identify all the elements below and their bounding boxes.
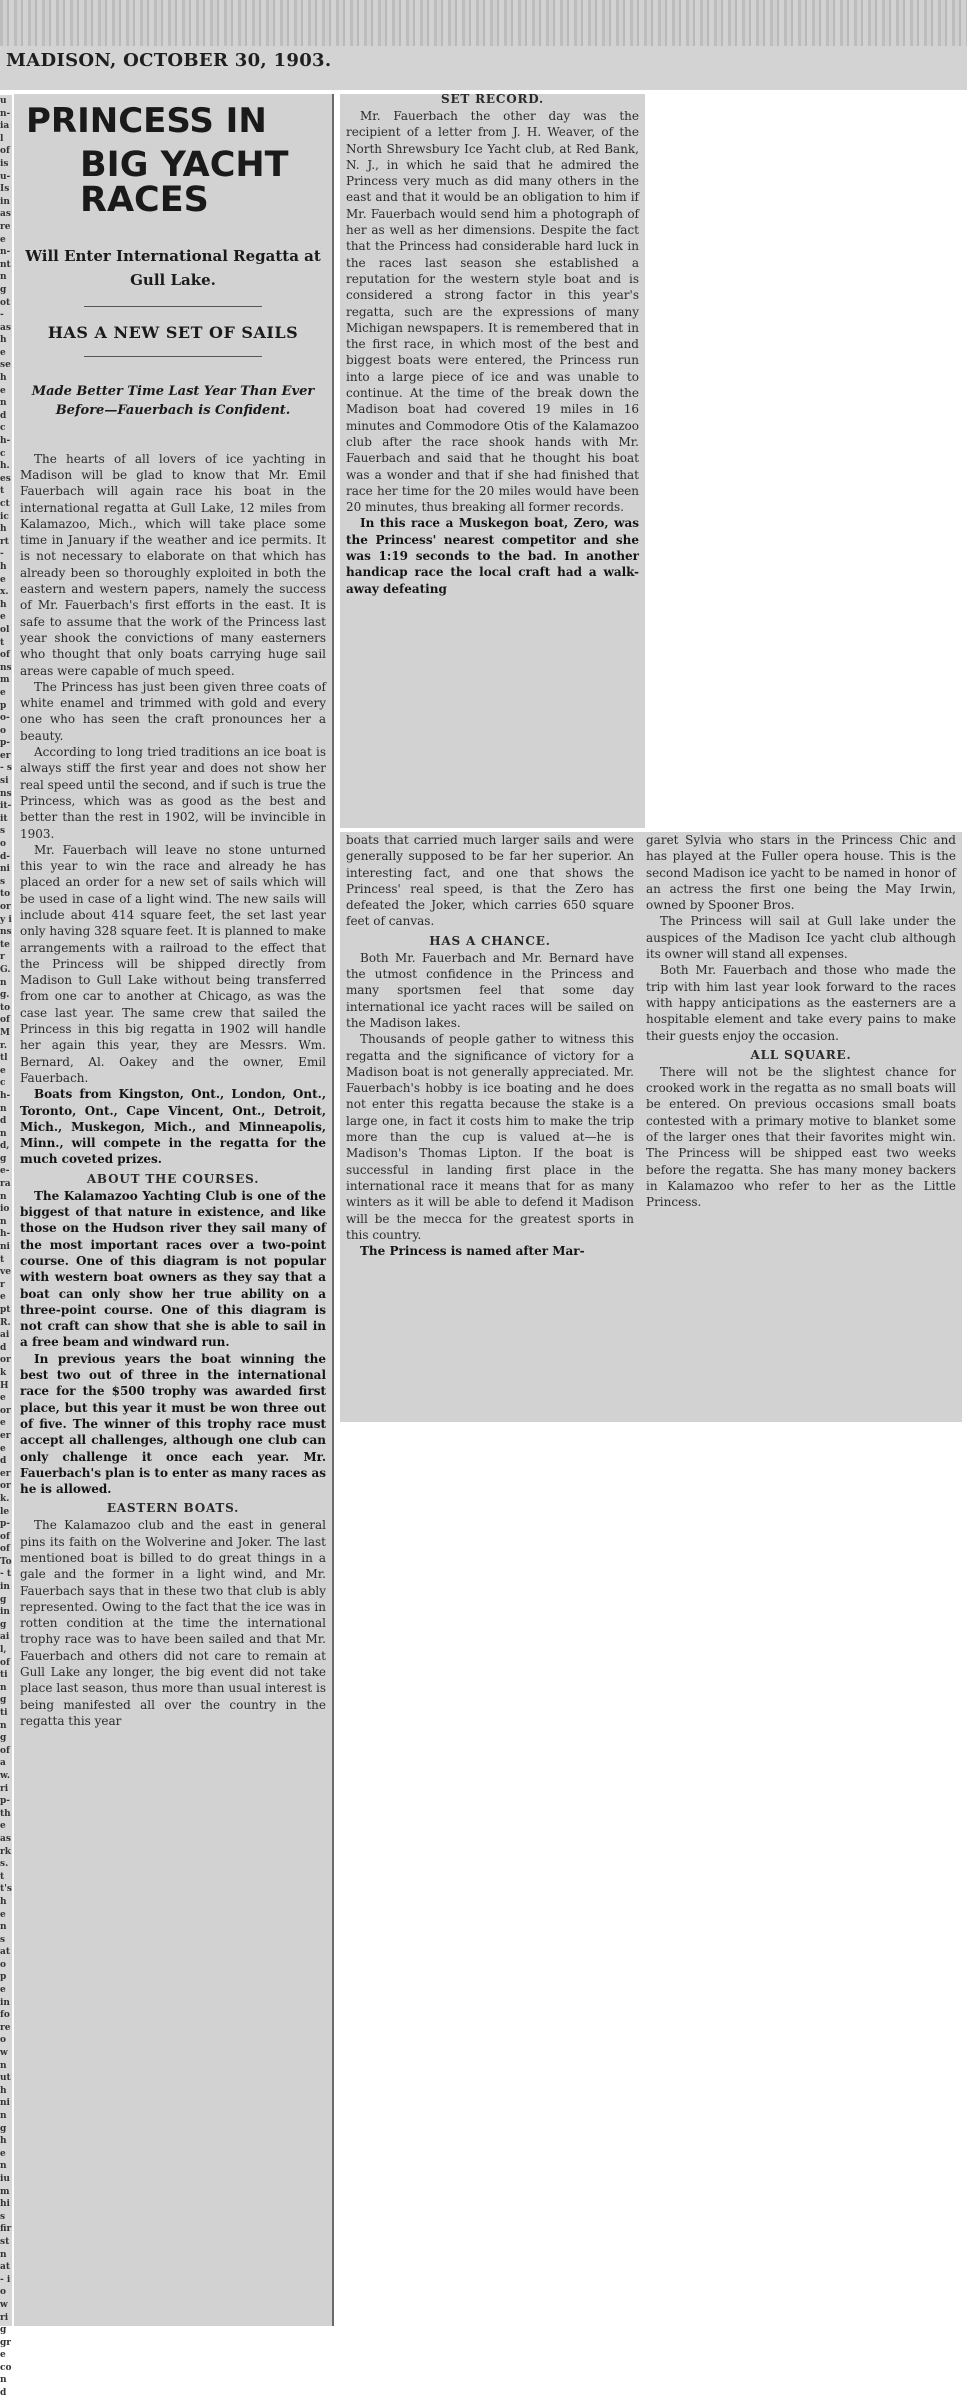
left-cropped-column: un- ial of is u- Is in as re en- nt ng ot- as he se he nd ch- ch. est ct ich rt- he x. he olt of ns me po- op- er- ssi ns it- its od- nis to ory ins ter G. ng. to of Mr. tle ch- nd nd, ge- ran ion h- nit ver ept R. aid ork He ore ere der ork. lep- of of To- ting ing ail, of ting ting of aw. rip- the as rks. tt's hen s at ope in fore own uth ning hen ium his first nat- iow rig gre cond bbox=[0, 96, 12, 2399]
section-heading: ALL SQUARE. bbox=[750, 1047, 852, 1062]
section-heading: EASTERN BOATS. bbox=[106, 1501, 240, 1516]
masthead-texture bbox=[0, 0, 967, 46]
body-paragraph: garet Sylvia who stars in the Princess Chic and has played at the Fuller opera house. This is the second Madison ice yacht to be named in honor of an actress the first one being the May Irwin, owned by Spooner Bros. bbox=[646, 833, 956, 913]
headline-line-2: BIG YACHT RACES bbox=[80, 145, 289, 220]
body-paragraph: The Princess will sail at Gull lake under the auspices of the Madison Ice yacht club although its owner will stand all expenses. bbox=[646, 914, 956, 962]
body-paragraph: Boats from Kingston, Ont., London, Ont., Toronto, Ont., Cape Vincent, Ont., Detroit, Mich., Muskegon, Mich., and Minneapolis, Minn., will compete in the regatta for the much coveted prizes. bbox=[20, 1087, 326, 1167]
dateline: MADISON, OCTOBER 30, 1903. bbox=[6, 50, 332, 71]
body-paragraph: The hearts of all lovers of ice yachting in Madison will be glad to know that Mr. Emil Fauerbach will again race his boat in the international regatta at Gull Lake, 12 miles from Kalamazoo, Mich., which will take place some time in January if the weather and ice permits. It is not necessary to elaborate on that which has already been so thoroughly exploited in both the eastern and western papers, namely the success of Mr. Fauerbach's first efforts in the east. It is safe to assume that the work of the Princess last year shook the convictions of many easterners who thought that only boats carrying huge sail areas were capable of much speed. bbox=[20, 451, 326, 678]
body-paragraph: The Kalamazoo Yachting Club is one of the biggest of that nature in existence, and like those on the Hudson river they sail many of the most important races over a two-point course. One of this diagram is not popular with western boat owners as they say that a boat can only show her true ability on a three-point course. One of this diagram is not craft can show that she is able to sail in a free beam and windward run. bbox=[20, 1188, 326, 1350]
blank-area-top-right bbox=[645, 92, 967, 832]
divider-rule bbox=[84, 356, 262, 357]
body-paragraph: In previous years the boat winning the best two out of three in the international race for the $500 trophy was awarded first place, but this year it must be won three out of five. The winner of this trophy race must accept all challenges, although one club can only challenge it once each year. Mr. Fauerbach's plan is to enter as many races as he is allowed. bbox=[20, 1351, 326, 1497]
body-paragraph: The Princess is named after Mar- bbox=[360, 1244, 585, 1259]
deck-tertiary-headline: Made Better Time Last Year Than Ever Before—Fauerbach is Confident. bbox=[31, 384, 315, 418]
headline-line-1: PRINCESS IN bbox=[26, 101, 267, 141]
body-paragraph: Both Mr. Fauerbach and Mr. Bernard have the utmost confidence in the Princess and many sportsmen feel that some day international ice yacht races will be sailed on the Madison lakes. bbox=[346, 950, 634, 1030]
body-paragraph: Mr. Fauerbach will leave no stone unturned this year to win the race and already he has placed an order for a new set of sails which will be used in case of a light wind. The new sails will include about 414 square feet, the set last year only having 328 square feet. It is planned to make arrangements with a railroad to the effect that the Princess will be shipped directly from Madison to Gull Lake without being transferred from one car to another at Chicago, as was the case last year. The same crew that sailed the Princess in this big regatta in 1902 will handle her again this year, they are Messrs. Wm. Bernard, Al. Oakey and the owner, Emil Fauerbach. bbox=[20, 842, 326, 1085]
masthead bbox=[0, 0, 967, 90]
article-column-1 bbox=[14, 94, 334, 2326]
article-column-4 bbox=[640, 832, 962, 1422]
divider-rule bbox=[84, 306, 262, 307]
body-paragraph: The Princess has just been given three coats of white enamel and trimmed with gold and every one who has seen the craft pronounces her a beauty. bbox=[20, 679, 326, 743]
body-paragraph: The Kalamazoo club and the east in general pins its faith on the Wolverine and Joker. The last mentioned boat is billed to do great things in a gale and the former in a light wind, and Mr. Fauerbach says that in these two that club is ably represented. Owing to the fact that the ice was in rotten condition at the time the international trophy race was to have been sailed and that Mr. Fauerbach and others did not care to remain at Gull Lake any longer, the big event did not take place last season, thus more than usual interest is being manifested all over the country in the regatta this year bbox=[20, 1518, 326, 1728]
deck-secondary-headline: HAS A NEW SET OF SAILS bbox=[47, 323, 299, 342]
blank-area-bottom bbox=[340, 1422, 967, 2326]
section-heading: SET RECORD. bbox=[441, 92, 544, 106]
body-paragraph: In this race a Muskegon boat, Zero, was the Princess' nearest competitor and she was 1:19 seconds to the bad. In another handicap race the local craft had a walk-away defeating bbox=[346, 516, 639, 596]
article-column-3 bbox=[340, 832, 640, 1422]
article-column-2 bbox=[340, 94, 645, 828]
deck-subheadline: Will Enter International Regatta at Gull Lake. bbox=[25, 247, 321, 289]
body-paragraph: According to long tried traditions an ice boat is always stiff the first year and does not show her real speed until the second, and if such is true the Princess, which was as good as the best and better than the rest in 1902, will be invincible in 1903. bbox=[20, 745, 326, 841]
section-heading: ABOUT THE COURSES. bbox=[86, 1171, 260, 1186]
section-heading: HAS A CHANCE. bbox=[429, 933, 551, 948]
body-paragraph: Thousands of people gather to witness this regatta and the significance of victory for a Madison boat is not generally appreciated. Mr. Fauerbach's hobby is ice boating and he does not enter this regatta because the stake is a large one, in fact it costs him to make the trip more than the cup is valued at—he is Madison's Thomas Lipton. If the boat is successful in landing first place in the international race it means that for as many winters as it will be able to defend it Madison will be the mecca for the greatest sports in this country. bbox=[346, 1032, 634, 1242]
body-paragraph: There will not be the slightest chance for crooked work in the regatta as no small boats will be entered. On previous occasions small boats contested with a primary motive to blanket some of the larger ones that their favorites might win. The Princess will be shipped east two weeks before the regatta. She has many money backers in Kalamazoo who refer to her as the Little Princess. bbox=[646, 1064, 956, 1210]
body-paragraph: Mr. Fauerbach the other day was the recipient of a letter from J. H. Weaver, of the North Shrewsbury Ice Yacht club, at Red Bank, N. J., in which he said that he admired the Princess very much as did many others in the east and that it would be an obligation to him if Mr. Fauerbach would send him a photograph of her as well as her dimensions. Despite the fact that the Princess had considerable hard luck in the races last season she established a reputation for the western style boat and is considered a strong factor in this year's regatta, such are the expressions of many Michigan newspapers. It is remembered that in the first race, in which most of the best and biggest boats were entered, the Princess run into a large piece of ice and was unable to continue. At the time of the break down the Madison boat had covered 19 miles in 16 minutes and Commodore Otis of the Kalamazoo club after the race shook hands with Mr. Fauerbach and said that he thought his boat was a wonder and that if she had finished that race her time for the 20 miles would have been 20 minutes, thus breaking all former records. bbox=[346, 109, 639, 515]
body-paragraph: boats that carried much larger sails and were generally supposed to be far her superior. An interesting fact, and one that shows the Princess' real speed, is that the Zero has defeated the Joker, which carries 650 square feet of canvas. bbox=[346, 833, 634, 929]
body-paragraph: Both Mr. Fauerbach and those who made the trip with him last year look forward to the races with happy anticipations as the easterners are a hospitable element and take every pains to make their guests enjoy the occasion. bbox=[646, 963, 956, 1043]
